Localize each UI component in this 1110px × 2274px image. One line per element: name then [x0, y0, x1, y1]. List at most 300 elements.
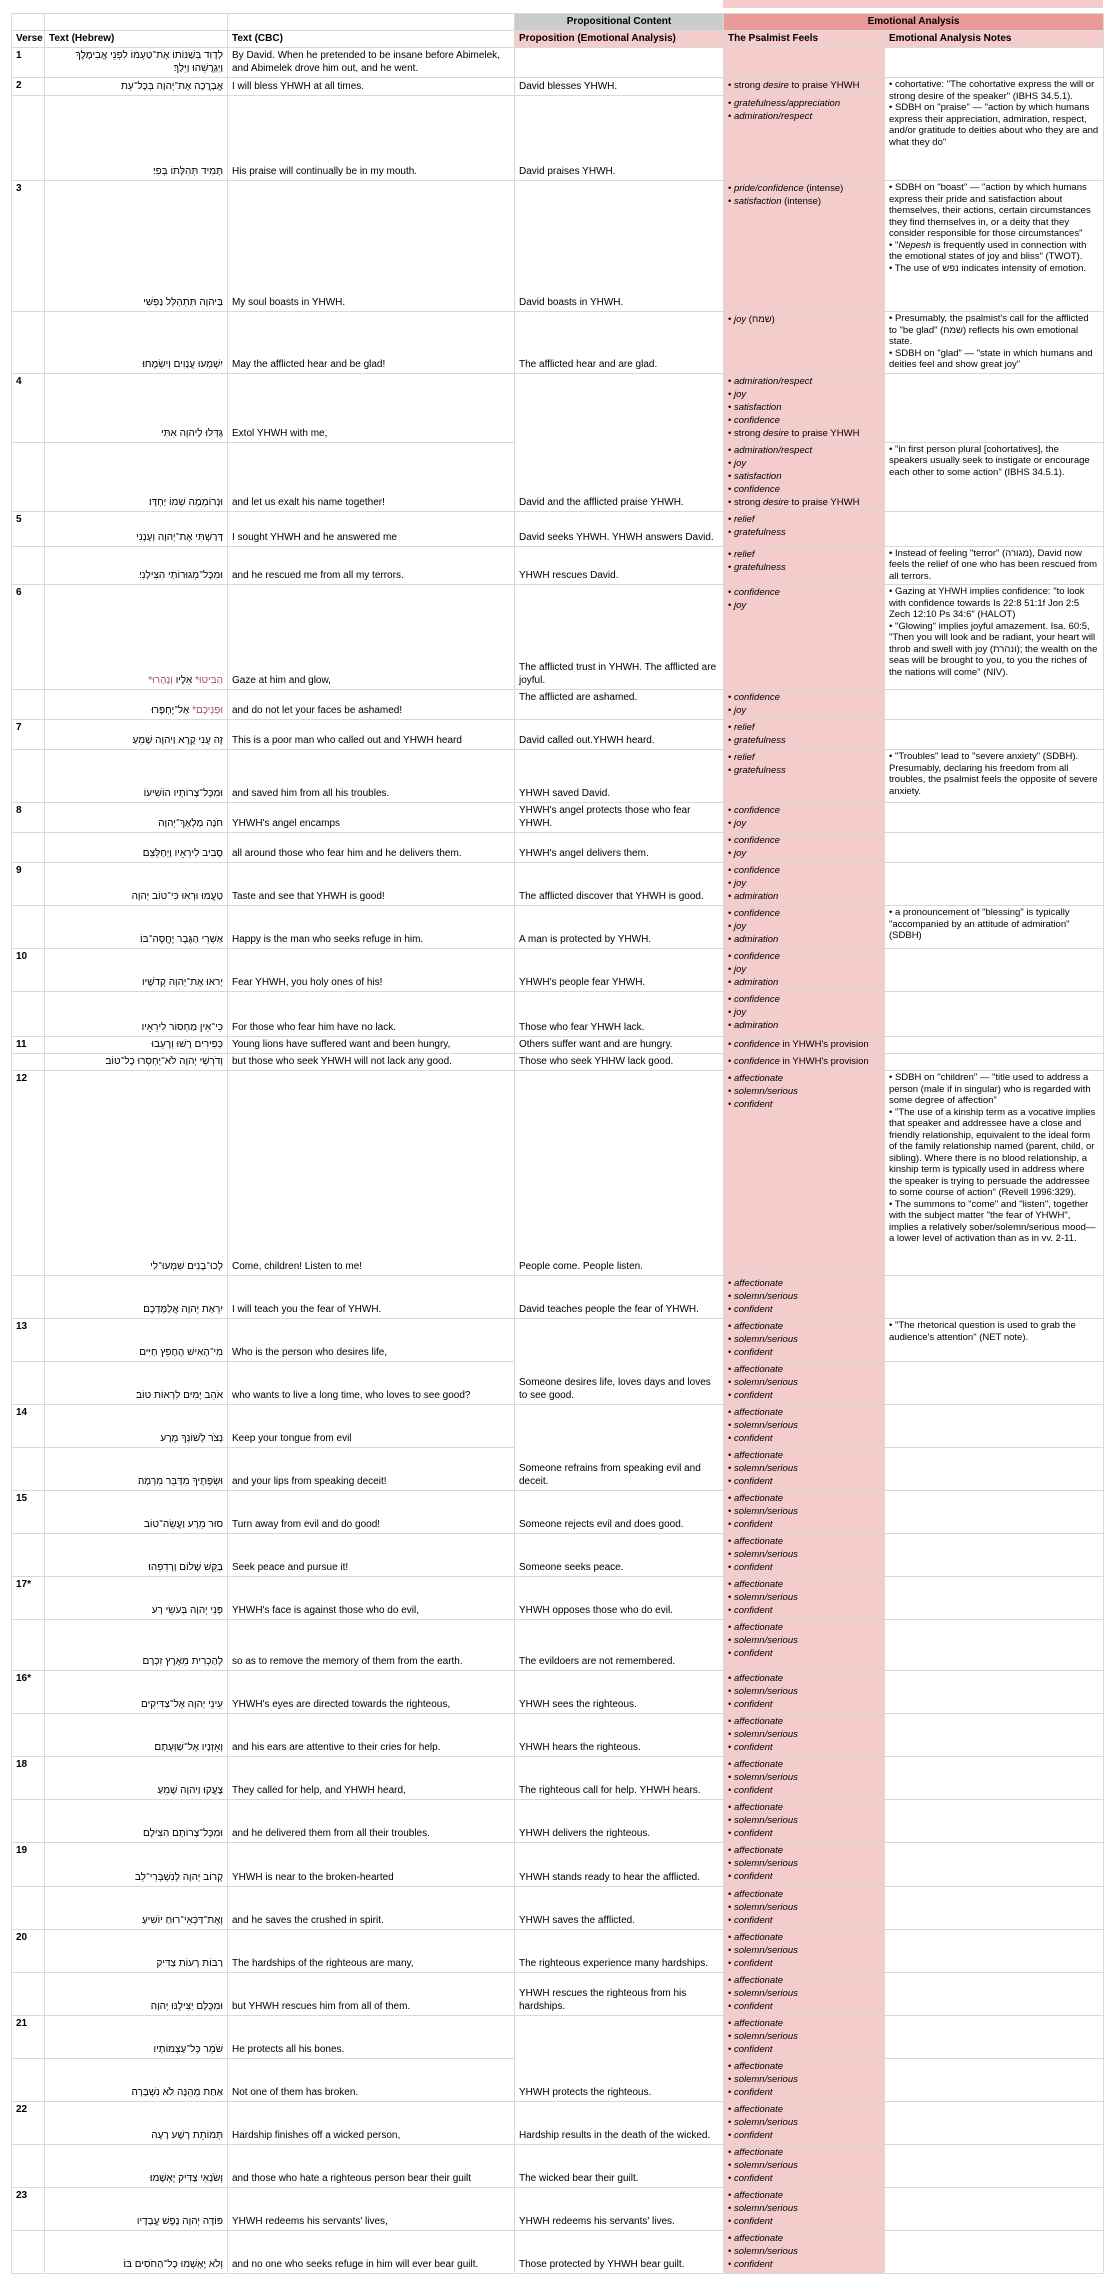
cbc-cell: Taste and see that YHWH is good! — [228, 863, 515, 906]
heb-cell: וְאֶת־דַּכְּאֵי־רוּחַ יוֹשִׁיעַ׃ — [45, 1887, 228, 1930]
feels-cell — [724, 1843, 885, 1887]
verse-cell — [12, 1620, 45, 1671]
note-item: • "Nepesh is frequently used in connection with the emotional states of joy and bliss" (TWOT). — [889, 239, 1087, 262]
feels-item: • confidence — [728, 483, 780, 495]
table-row — [12, 2231, 1104, 2274]
heb-cell: וְאָזְנָיו אֶל־שַׁוְעָתָם׃ — [45, 1714, 228, 1757]
feels-item: • relief — [728, 752, 755, 763]
cbc-cell: and no one who seeks refuge in him will ever bear guilt. — [228, 2231, 515, 2274]
notes-cell — [885, 1671, 1104, 1714]
table-row — [12, 833, 1104, 863]
verse-cell: 2 — [12, 78, 45, 96]
cbc-cell: I will bless YHWH at all times. — [228, 78, 515, 96]
feels-item: • affectionate — [728, 1845, 784, 1856]
table-row — [12, 863, 1104, 906]
feels-cell — [724, 1054, 885, 1071]
cbc-cell: Extol YHWH with me, — [228, 373, 515, 442]
feels-item: • affectionate — [728, 1622, 784, 1633]
notes-cell — [885, 833, 1104, 863]
feels-item: • affectionate — [728, 2147, 784, 2158]
verse-cell: 12 — [12, 1071, 45, 1276]
notes-cell — [885, 1071, 1104, 1276]
feels-item: • solemn/serious — [728, 1334, 798, 1345]
notes-cell — [885, 803, 1104, 833]
feels-item: • joy (שמח) — [728, 314, 775, 325]
feels-item: • joy — [728, 600, 747, 611]
feels-cell — [724, 511, 885, 546]
feels-item: • solemn/serious — [728, 1463, 798, 1474]
cbc-cell: I will teach you the fear of YHWH. — [228, 1276, 515, 1319]
notes-cell — [885, 1843, 1104, 1887]
heb-cell: דָּרַשְׁתִּי אֶת־יְהוָה וְעָנָנִי — [45, 511, 228, 546]
verse-cell: 18 — [12, 1757, 45, 1800]
cbc-cell: Happy is the man who seeks refuge in him. — [228, 906, 515, 949]
table-row — [12, 2016, 1104, 2059]
table-row — [12, 1577, 1104, 1620]
feels-item: • admiration/respect — [728, 111, 813, 122]
feels-item: • affectionate — [728, 1278, 784, 1289]
group-blank-verse — [12, 14, 45, 31]
feels-item: • confidence — [728, 805, 780, 816]
notes-cell — [885, 1534, 1104, 1577]
verse-cell — [12, 442, 45, 511]
note-item: • SDBH on "boast" — "action by which humans express their pride and satisfaction about themselves, their actions, certain circumstances they find themselves in, or a deity that they consider responsible for those circumstances" — [889, 182, 1091, 239]
prop-cell: YHWH hears the righteous. — [515, 1714, 724, 1757]
table-row — [12, 1276, 1104, 1319]
col-header-verse: Verse — [12, 31, 45, 48]
feels-cell — [724, 442, 885, 511]
prop-cell: David teaches people the fear of YHWH. — [515, 1276, 724, 1319]
notes-cell — [885, 1714, 1104, 1757]
notes-cell — [885, 48, 1104, 78]
heb-cell: כִּי־אֵין מַחְסוֹר לִירֵאָיו׃ — [45, 992, 228, 1037]
prop-cell: YHWH saves the afflicted. — [515, 1887, 724, 1930]
feels-cell — [724, 1037, 885, 1054]
cbc-cell: Gaze at him and glow, — [228, 585, 515, 690]
heb-cell: וְשֹׂנְאֵי צַדִּיק יֶאְשָׁמוּ׃ — [45, 2145, 228, 2188]
prop-cell: People come. People listen. — [515, 1071, 724, 1276]
prop-cell: David and the afflicted praise YHWH. — [515, 373, 724, 511]
heb-cell: נְצֹר לְשׁוֹנְךָ מֵרָע — [45, 1405, 228, 1448]
heb-cell: בַּיהוָה תִּתְהַלֵּל נַפְשִׁי — [45, 181, 228, 312]
notes-cell — [885, 1362, 1104, 1405]
feels-item: • affectionate — [728, 2061, 784, 2072]
feels-item: • joy — [728, 1007, 747, 1018]
feels-item: • gratefulness — [728, 561, 786, 573]
feels-item: • admiration/respect — [728, 444, 813, 456]
feels-item: • strong desire to praise YHWH — [728, 427, 860, 439]
verse-cell — [12, 1054, 45, 1071]
note-item: • SDBH on "glad" — "state in which humans and deities feel and show great joy" — [889, 347, 1093, 370]
verse-cell — [12, 1448, 45, 1491]
heb-cell: בַּקֵּשׁ שָׁלוֹם וְרָדְפֵהוּ׃ — [45, 1534, 228, 1577]
feels-item: • solemn/serious — [728, 1420, 798, 1431]
feels-cell — [724, 48, 885, 78]
prop-cell: Those who fear YHWH lack. — [515, 992, 724, 1037]
notes-cell — [885, 2188, 1104, 2231]
group-emotional-analysis: Emotional Analysis — [724, 14, 1104, 31]
verse-cell — [12, 833, 45, 863]
feels-item: • satisfaction — [728, 470, 782, 482]
cbc-cell: I sought YHWH and he answered me — [228, 511, 515, 546]
feels-cell — [724, 2145, 885, 2188]
table-row — [12, 949, 1104, 992]
col-header-hebrew: Text (Hebrew) — [45, 31, 228, 48]
feels-item: • solemn/serious — [728, 1858, 798, 1869]
notes-cell — [885, 2016, 1104, 2059]
notes-cell — [885, 906, 1104, 949]
cbc-cell: all around those who fear him and he delivers them. — [228, 833, 515, 863]
feels-cell — [724, 803, 885, 833]
table-row — [12, 2145, 1104, 2188]
cbc-cell: For those who fear him have no lack. — [228, 992, 515, 1037]
prop-cell: David seeks YHWH. YHWH answers David. — [515, 511, 724, 546]
feels-cell — [724, 1362, 885, 1405]
feels-item: • confident — [728, 1433, 773, 1444]
hebrew-text: אַל־יֶחְפָּרוּ׃ — [151, 705, 193, 716]
feels-cell — [724, 1577, 885, 1620]
heb-cell: זֶה עָנִי קָרָא וַיהוָה שָׁמֵעַ — [45, 720, 228, 750]
heb-cell: תְּמוֹתֵת רָשָׁע רָעָה — [45, 2102, 228, 2145]
cbc-cell: Turn away from evil and do good! — [228, 1491, 515, 1534]
verse-cell: 15 — [12, 1491, 45, 1534]
feels-item: • confident — [728, 2216, 773, 2227]
feels-item: • confident — [728, 2130, 773, 2141]
feels-item: • solemn/serious — [728, 1549, 798, 1560]
verse-cell: 14 — [12, 1405, 45, 1448]
feels-item: • affectionate — [728, 1889, 784, 1900]
feels-item: • solemn/serious — [728, 1815, 798, 1826]
verse-cell — [12, 96, 45, 181]
prop-cell: Those who seek YHHW lack good. — [515, 1054, 724, 1071]
verse-cell — [12, 312, 45, 374]
prop-cell: The righteous call for help. YHWH hears. — [515, 1757, 724, 1800]
feels-item: • confident — [728, 1785, 773, 1796]
verse-cell: 1 — [12, 48, 45, 78]
feels-item: • relief — [728, 513, 755, 525]
notes-cell — [885, 442, 1104, 511]
verse-cell: 22 — [12, 2102, 45, 2145]
table-row — [12, 992, 1104, 1037]
cbc-cell: YHWH's angel encamps — [228, 803, 515, 833]
cbc-cell: They called for help, and YHWH heard, — [228, 1757, 515, 1800]
feels-item: • confident — [728, 2259, 773, 2270]
prop-cell: Others suffer want and are hungry. — [515, 1037, 724, 1054]
heb-cell: יִרְאַת יְהוָה אֲלַמֶּדְכֶם׃ — [45, 1276, 228, 1319]
feels-item: • solemn/serious — [728, 1506, 798, 1517]
notes-cell — [885, 181, 1104, 312]
feels-item: • strong desire to praise YHWH — [728, 496, 860, 508]
feels-cell — [724, 1319, 885, 1362]
feels-item: • confident — [728, 2087, 773, 2098]
heb-cell: וּמִכָּל־מְגוּרוֹתַי הִצִּילָנִי׃ — [45, 546, 228, 585]
feels-item: • confidence — [728, 908, 780, 919]
notes-cell — [885, 546, 1104, 585]
prop-cell: YHWH delivers the righteous. — [515, 1800, 724, 1843]
heb-cell: אַחַת מֵהֵנָּה לֹא נִשְׁבָּרָה׃ — [45, 2059, 228, 2102]
feels-item: • solemn/serious — [728, 2031, 798, 2042]
table-row — [12, 546, 1104, 585]
feels-item: • relief — [728, 722, 755, 733]
feels-item: • solemn/serious — [728, 1635, 798, 1646]
notes-cell — [885, 1037, 1104, 1054]
notes-cell — [885, 2145, 1104, 2188]
verse-cell — [12, 2059, 45, 2102]
feels-item: • confidence — [728, 587, 780, 598]
feels-item: • confident — [728, 1562, 773, 1573]
prop-cell: Someone seeks peace. — [515, 1534, 724, 1577]
feels-cell — [724, 181, 885, 312]
prop-cell: David praises YHWH. — [515, 96, 724, 181]
feels-item: • solemn/serious — [728, 2160, 798, 2171]
feels-item: • confidence — [728, 865, 780, 876]
feels-item: • confidence in YHWH's provision — [728, 1056, 869, 1067]
prop-cell: Someone desires life, loves days and loves to see good. — [515, 1319, 724, 1405]
verse-cell — [12, 546, 45, 585]
feels-cell — [724, 2231, 885, 2274]
table-row — [12, 1671, 1104, 1714]
table-row — [12, 48, 1104, 78]
feels-item: • confident — [728, 1828, 773, 1839]
notes-cell — [885, 1577, 1104, 1620]
feels-item: • joy — [728, 964, 747, 975]
notes-cell — [885, 1054, 1104, 1071]
notes-cell — [885, 1800, 1104, 1843]
cbc-cell: but those who seek YHWH will not lack any good. — [228, 1054, 515, 1071]
cbc-cell: who wants to live a long time, who loves to see good? — [228, 1362, 515, 1405]
cbc-cell: Come, children! Listen to me! — [228, 1071, 515, 1276]
feels-item: • gratefulness — [728, 765, 786, 776]
heb-cell: פּוֹדֶה יְהוָה נֶפֶשׁ עֲבָדָיו — [45, 2188, 228, 2231]
group-blank-hebrew — [45, 14, 228, 31]
feels-item: • joy — [728, 848, 747, 859]
feels-cell — [724, 2016, 885, 2059]
verse-cell — [12, 1800, 45, 1843]
feels-item: • admiration/respect — [728, 375, 813, 387]
note-item: • Presumably, the psalmist's call for the afflicted to "be glad" (שמח) reflects his own emotional state. — [889, 313, 1089, 347]
cbc-cell: He protects all his bones. — [228, 2016, 515, 2059]
feels-cell — [724, 312, 885, 374]
cbc-cell: YHWH's face is against those who do evil, — [228, 1577, 515, 1620]
feels-item: • pride/confidence (intense) — [728, 183, 844, 194]
notes-cell — [885, 1448, 1104, 1491]
feels-cell — [724, 906, 885, 949]
verse-cell: 16* — [12, 1671, 45, 1714]
verse-cell — [12, 750, 45, 803]
table-row — [12, 78, 1104, 96]
feels-item: • relief — [728, 548, 755, 560]
heb-cell: חֹנֶה מַלְאַךְ־יְהוָה — [45, 803, 228, 833]
feels-item: • joy — [728, 878, 747, 889]
feels-cell — [724, 2102, 885, 2145]
feels-item: • satisfaction — [728, 401, 782, 413]
prop-cell: YHWH stands ready to hear the afflicted. — [515, 1843, 724, 1887]
feels-item: • confident — [728, 1958, 773, 1969]
cbc-cell: and he delivered them from all their troubles. — [228, 1800, 515, 1843]
table-row — [12, 1800, 1104, 1843]
table-row — [12, 2188, 1104, 2231]
feels-item: • confident — [728, 1605, 773, 1616]
heb-cell — [45, 690, 228, 720]
feels-item: • affectionate — [728, 2018, 784, 2029]
verse-cell: 23 — [12, 2188, 45, 2231]
heb-cell: סוּר מֵרָע וַעֲשֵׂה־טוֹב — [45, 1491, 228, 1534]
feels-cell — [724, 690, 885, 720]
feels-item: • joy — [728, 818, 747, 829]
col-header-notes: Emotional Analysis Notes — [885, 31, 1104, 48]
table-row — [12, 585, 1104, 690]
feels-item: • admiration — [728, 977, 779, 988]
prop-cell: YHWH rescues David. — [515, 546, 724, 585]
note-item: • "Troubles" lead to "severe anxiety" (SDBH). Presumably, declaring his freedom from all troubles, the psalmist feels the opposite of severe anxiety. — [889, 751, 1098, 797]
feels-cell — [724, 1491, 885, 1534]
table-row — [12, 2102, 1104, 2145]
feels-cell — [724, 78, 885, 96]
feels-item: • affectionate — [728, 1759, 784, 1770]
col-header-proposition: Proposition (Emotional Analysis) — [515, 31, 724, 48]
cbc-cell: My soul boasts in YHWH. — [228, 181, 515, 312]
notes-cell — [885, 585, 1104, 690]
cbc-cell: and he saves the crushed in spirit. — [228, 1887, 515, 1930]
table-row — [12, 690, 1104, 720]
feels-item: • affectionate — [728, 1493, 784, 1504]
notes-cell — [885, 690, 1104, 720]
prop-cell: The afflicted are ashamed. — [515, 690, 724, 720]
verse-cell — [12, 1276, 45, 1319]
feels-item: • confident — [728, 1742, 773, 1753]
feels-item: • confident — [728, 1871, 773, 1882]
feels-cell — [724, 1276, 885, 1319]
feels-item: • confident — [728, 1099, 773, 1110]
feels-item: • affectionate — [728, 1364, 784, 1375]
prop-cell: David boasts in YHWH. — [515, 181, 724, 312]
heb-cell: יְראוּ אֶת־יְהוָה קְדֹשָׁיו — [45, 949, 228, 992]
verse-cell: 13 — [12, 1319, 45, 1362]
feels-item: • confidence — [728, 414, 780, 426]
feels-cell — [724, 1714, 885, 1757]
feels-item: • solemn/serious — [728, 1086, 798, 1097]
heb-cell — [45, 585, 228, 690]
feels-item: • confident — [728, 1476, 773, 1487]
feels-item: • confidence — [728, 692, 780, 703]
cbc-cell: His praise will continually be in my mouth. — [228, 96, 515, 181]
verse-cell — [12, 1973, 45, 2016]
cbc-cell: so as to remove the memory of them from the earth. — [228, 1620, 515, 1671]
notes-cell — [885, 78, 1104, 181]
feels-item: • confidence — [728, 994, 780, 1005]
table-row — [12, 1405, 1104, 1448]
feels-item: • solemn/serious — [728, 1592, 798, 1603]
feels-item: • affectionate — [728, 1932, 784, 1943]
group-propositional-content: Propositional Content — [515, 14, 724, 31]
heb-cell: אֲבָרֲכָה אֶת־יְהוָה בְּכָל־עֵת — [45, 78, 228, 96]
cbc-cell: Keep your tongue from evil — [228, 1405, 515, 1448]
prop-cell: Someone rejects evil and does good. — [515, 1491, 724, 1534]
notes-cell — [885, 2102, 1104, 2145]
feels-item: • confident — [728, 2173, 773, 2184]
table-row — [12, 1491, 1104, 1534]
hebrew-variant-text: וְנָהָרוּ* — [148, 675, 173, 686]
feels-item: • confidence — [728, 835, 780, 846]
notes-cell — [885, 1276, 1104, 1319]
prop-cell: The wicked bear their guilt. — [515, 2145, 724, 2188]
feels-item: • solemn/serious — [728, 1945, 798, 1956]
notes-cell — [885, 1620, 1104, 1671]
feels-item: • affectionate — [728, 1536, 784, 1547]
feels-cell — [724, 1405, 885, 1448]
prop-cell: The afflicted hear and are glad. — [515, 312, 724, 374]
feels-item: • solemn/serious — [728, 1686, 798, 1697]
prop-cell: YHWH sees the righteous. — [515, 1671, 724, 1714]
notes-cell — [885, 863, 1104, 906]
prop-cell: The afflicted trust in YHWH. The afflicted are joyful. — [515, 585, 724, 690]
prop-cell: David called out.YHWH heard. — [515, 720, 724, 750]
note-item: • "in first person plural [cohortatives], the speakers usually seek to instigate or encourage each other to some action" (IBHS 34.5.1). — [889, 443, 1090, 478]
heb-cell: לְדָוִד בְּשַׁנּוֹתוֹ אֶת־טַעְמוֹ לִפְנֵי אֲבִימֶלֶךְ וַיְגָרֲשֵׁהוּ וַיֵּלַךְ׃ — [45, 48, 228, 78]
feels-item: • joy — [728, 457, 747, 469]
prop-cell — [515, 48, 724, 78]
table-row — [12, 803, 1104, 833]
col-header-cbc: Text (CBC) — [228, 31, 515, 48]
notes-cell — [885, 312, 1104, 374]
table-row — [12, 750, 1104, 803]
prop-cell: YHWH's angel delivers them. — [515, 833, 724, 863]
feels-cell — [724, 1620, 885, 1671]
feels-item: • admiration — [728, 1020, 779, 1031]
table-row — [12, 1037, 1104, 1054]
cbc-cell: YHWH redeems his servants' lives, — [228, 2188, 515, 2231]
feels-item: • affectionate — [728, 1673, 784, 1684]
feels-cell — [724, 546, 885, 585]
feels-item: • confidence — [728, 951, 780, 962]
cbc-cell: and your lips from speaking deceit! — [228, 1448, 515, 1491]
feels-item: • admiration — [728, 891, 779, 902]
prop-cell: YHWH's people fear YHWH. — [515, 949, 724, 992]
feels-item: • solemn/serious — [728, 1377, 798, 1388]
verse-cell: 6 — [12, 585, 45, 690]
feels-cell — [724, 2188, 885, 2231]
verse-cell: 9 — [12, 863, 45, 906]
table-row — [12, 1620, 1104, 1671]
feels-item: • confident — [728, 1699, 773, 1710]
table-row — [12, 511, 1104, 546]
feels-item: • affectionate — [728, 2233, 784, 2244]
note-item: • SDBH on "praise" — "action by which humans express their appreciation, admiration, respect, and/or gratitude to deities about who they are and what they do" — [889, 102, 1099, 148]
feels-cell — [724, 992, 885, 1037]
group-blank-cbc — [228, 14, 515, 31]
notes-cell — [885, 720, 1104, 750]
feels-cell — [724, 2059, 885, 2102]
heb-cell: רַבּוֹת רָעוֹת צַדִּיק — [45, 1930, 228, 1973]
cbc-cell: Young lions have suffered want and been hungry, — [228, 1037, 515, 1054]
table-row — [12, 1757, 1104, 1800]
verse-cell: 17* — [12, 1577, 45, 1620]
verse-cell — [12, 906, 45, 949]
feels-item: • confident — [728, 2001, 773, 2012]
feels-cell — [724, 1071, 885, 1276]
note-item: • Gazing at YHWH implies confidence: "to look with confidence towards Is 22:8 51:1f Jon 2:5 Zech 12:10 Ps 34:6" (HALOT) — [889, 586, 1085, 620]
feels-item: • solemn/serious — [728, 2246, 798, 2257]
verse-cell — [12, 1887, 45, 1930]
feels-item: • solemn/serious — [728, 1291, 798, 1302]
feels-item: • affectionate — [728, 1716, 784, 1727]
table-row — [12, 1319, 1104, 1362]
cbc-cell: May the afflicted hear and be glad! — [228, 312, 515, 374]
feels-cell — [724, 1448, 885, 1491]
verse-cell: 5 — [12, 511, 45, 546]
table-row — [12, 1973, 1104, 2016]
note-item: • Instead of feeling "terror" (מגורה), David now feels the relief of one who has been rescued from all terrors. — [889, 547, 1098, 582]
